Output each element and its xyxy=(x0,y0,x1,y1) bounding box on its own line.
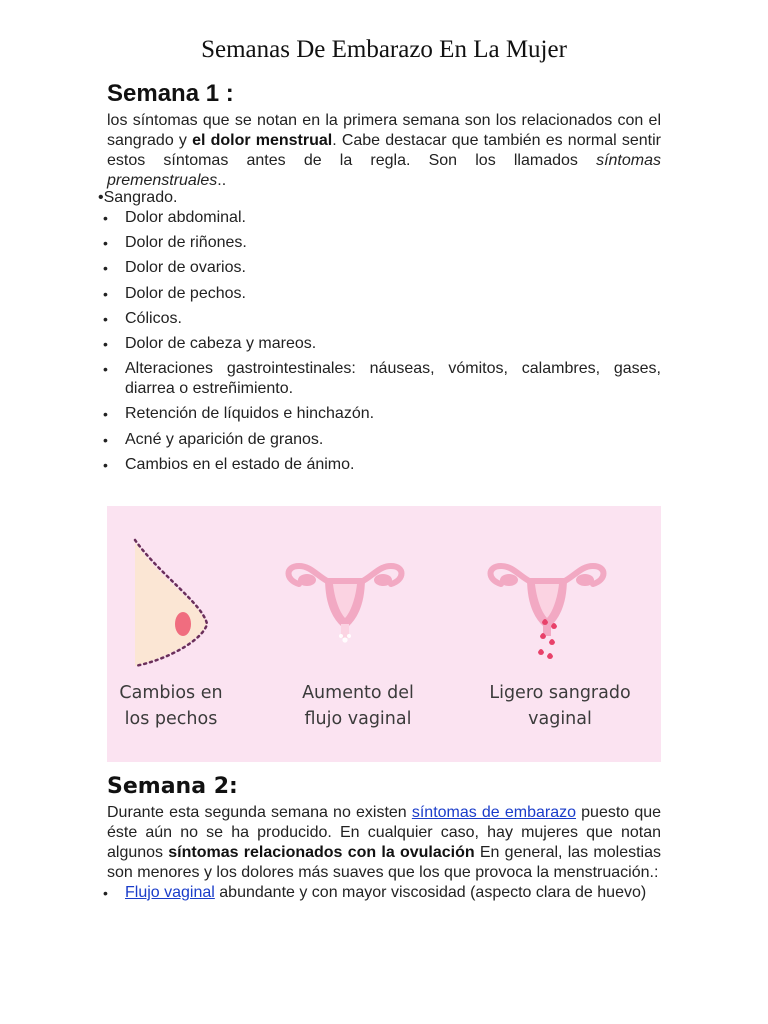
discharge-dot xyxy=(339,634,343,638)
symptom-list xyxy=(107,208,661,480)
week2-text-bold: síntomas relacionados con la ovulación xyxy=(168,844,475,861)
discharge-dot xyxy=(342,637,347,642)
blood-drop xyxy=(547,653,553,659)
week2-text-part1: Durante esta segunda semana no existen xyxy=(107,804,412,821)
week1-intro-part1: los síntomas que se notan en la primera semana son los relacionados con el sangrado y xyxy=(107,112,661,149)
week1-intro-part3: .. xyxy=(217,172,227,189)
week1-heading: Semana 1 : xyxy=(107,80,234,107)
caption-line: los pechos xyxy=(124,709,218,729)
uterus-bleeding-icon xyxy=(491,566,604,659)
uterus-discharge-icon xyxy=(289,566,402,643)
document-title: Semanas De Embarazo En La Mujer xyxy=(201,36,567,63)
list-item xyxy=(107,883,661,903)
caption-light-bleeding xyxy=(475,680,645,732)
caption-line: vaginal xyxy=(528,709,592,729)
caption-breast-changes xyxy=(107,680,235,732)
symptom-list-item: • Dolor abdominal. xyxy=(107,208,661,228)
week1-intro-italic: síntomas premenstruales xyxy=(107,152,661,189)
breast-icon xyxy=(135,540,207,666)
symptom-list-item: • Cólicos. xyxy=(107,309,661,329)
symptom-list-item: • Dolor de ovarios. xyxy=(107,258,661,278)
symptom-list-item: • Dolor de riñones. xyxy=(107,233,661,253)
uterus-right-ovary xyxy=(576,574,594,586)
week1-intro xyxy=(107,111,661,191)
uterus-left-ovary xyxy=(500,574,518,586)
week2-paragraph xyxy=(107,803,661,883)
symptom-list-item: • Retención de líquidos e hinchazón. xyxy=(107,404,661,424)
week2-heading: Semana 2: xyxy=(107,774,238,799)
symptom-list-item: • Dolor de pechos. xyxy=(107,284,661,304)
list-item-text: abundante y con mayor viscosidad (aspecto clara de huevo) xyxy=(214,884,647,901)
blood-drop xyxy=(549,639,555,645)
week2-text-part2: puesto que éste aún no se ha producido. En cualquier caso, hay mujeres que notan algunos xyxy=(107,804,662,861)
caption-increased-discharge xyxy=(283,680,433,732)
week2-section xyxy=(107,774,661,908)
nipple-shape xyxy=(175,612,191,636)
caption-line: Aumento del xyxy=(302,683,414,703)
symptom-list-item: • Alteraciones gastrointestinales: náuseas, vómitos, calambres, gases, diarrea o estreñimiento. xyxy=(107,359,661,399)
discharge-dot xyxy=(347,634,351,638)
caption-line: Cambios en xyxy=(119,683,223,703)
blood-drop xyxy=(538,649,544,655)
week1-intro-bold: el dolor menstrual xyxy=(192,132,333,149)
week1-intro-part2: . Cabe destacar que también es normal sentir estos síntomas antes de la regla. Son los llamados xyxy=(107,132,662,169)
symptoms-illustration xyxy=(107,506,661,762)
symptom-list-item: • Acné y aparición de granos. xyxy=(107,430,661,450)
week2-text-part3: En general, las molestias son menores y los dolores más suaves que los que provoca la menstruación.: xyxy=(107,844,661,881)
caption-line: Ligero sangrado xyxy=(489,683,631,703)
week2-list xyxy=(107,883,661,903)
vaginal-discharge-link[interactable]: Flujo vaginal xyxy=(125,884,215,901)
uterus-right-ovary xyxy=(374,574,392,586)
symptom-list-item: • Dolor de cabeza y mareos. xyxy=(107,334,661,354)
caption-line: flujo vaginal xyxy=(304,709,412,729)
uterus-left-ovary xyxy=(298,574,316,586)
week1-section xyxy=(107,80,661,191)
breast-shape xyxy=(135,542,207,666)
pregnancy-symptoms-link[interactable]: síntomas de embarazo xyxy=(411,804,576,821)
symptom-list-item: • Cambios en el estado de ánimo. xyxy=(107,455,661,475)
first-symptom-item: •Sangrado. xyxy=(98,189,178,206)
